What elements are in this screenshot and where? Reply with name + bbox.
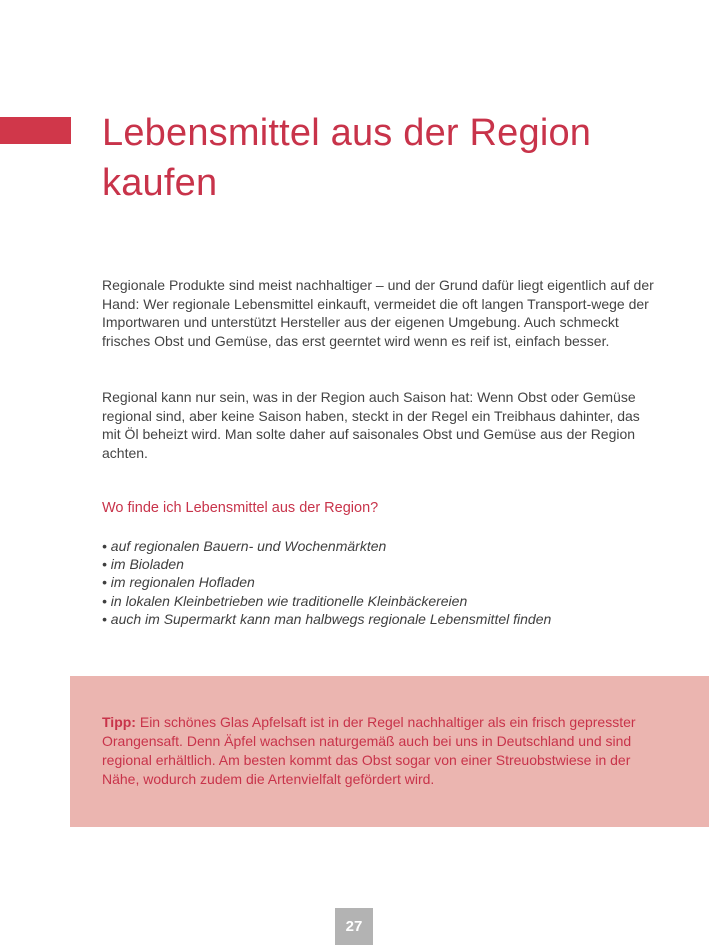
intro-paragraph: Regionale Produkte sind meist nachhaltiger – und der Grund dafür liegt eigentlich auf der Hand: Wer regionale Lebensmittel einkauft, vermeidet die oft langen Transport-wege der Importwaren und unterstützt Hersteller aus der eigenen Umgebung. Auch schmeckt frisches Obst und Gemüse, das erst geerntet wird wenn es reif ist, einfach besser. [102,277,654,349]
page-title-line-2: kaufen [102,162,218,204]
tip-label: Tipp: [102,714,136,730]
tip-box [70,676,709,827]
season-paragraph: Regional kann nur sein, was in der Region auch Saison hat: Wenn Obst oder Gemüse regional sind, aber keine Saison haben, steckt in der Regel ein Treibhaus dahinter, das mit Öl beheizt wird. Man solte daher auf saisonales Obst und Gemüse aus der Region achten. [102,389,640,461]
tip-text [102,713,662,789]
page-title-line-1: Lebensmittel aus der Region [102,112,592,154]
tip-body: Ein schönes Glas Apfelsaft ist in der Regel nachhaltiger als ein frisch gepresster Orangensaft. Denn Äpfel wachsen naturgemäß auch bei uns in Deutschland und sind regional erhältlich. Am besten kommt das Obst sogar von einer Streuobstwiese in der Nähe, wodurch zudem die Artenvielfalt gefördert wird. [102,714,636,787]
list-item: • im Bioladen [102,556,184,573]
section-subheading: Wo finde ich Lebensmittel aus der Region? [102,500,379,516]
list-item: • auch im Supermarkt kann man halbwegs regionale Lebensmittel finden [102,610,552,627]
shopping-locations-list [102,537,551,628]
page-title [102,108,682,208]
list-item: • im regionalen Hofladen [102,574,255,591]
page-number: 27 [335,908,373,945]
list-item: • auf regionalen Bauern- und Wochenmärkten [102,538,387,554]
list-item: • in lokalen Kleinbetrieben wie traditionelle Kleinbäckereien [102,592,468,609]
accent-bar [0,117,71,144]
